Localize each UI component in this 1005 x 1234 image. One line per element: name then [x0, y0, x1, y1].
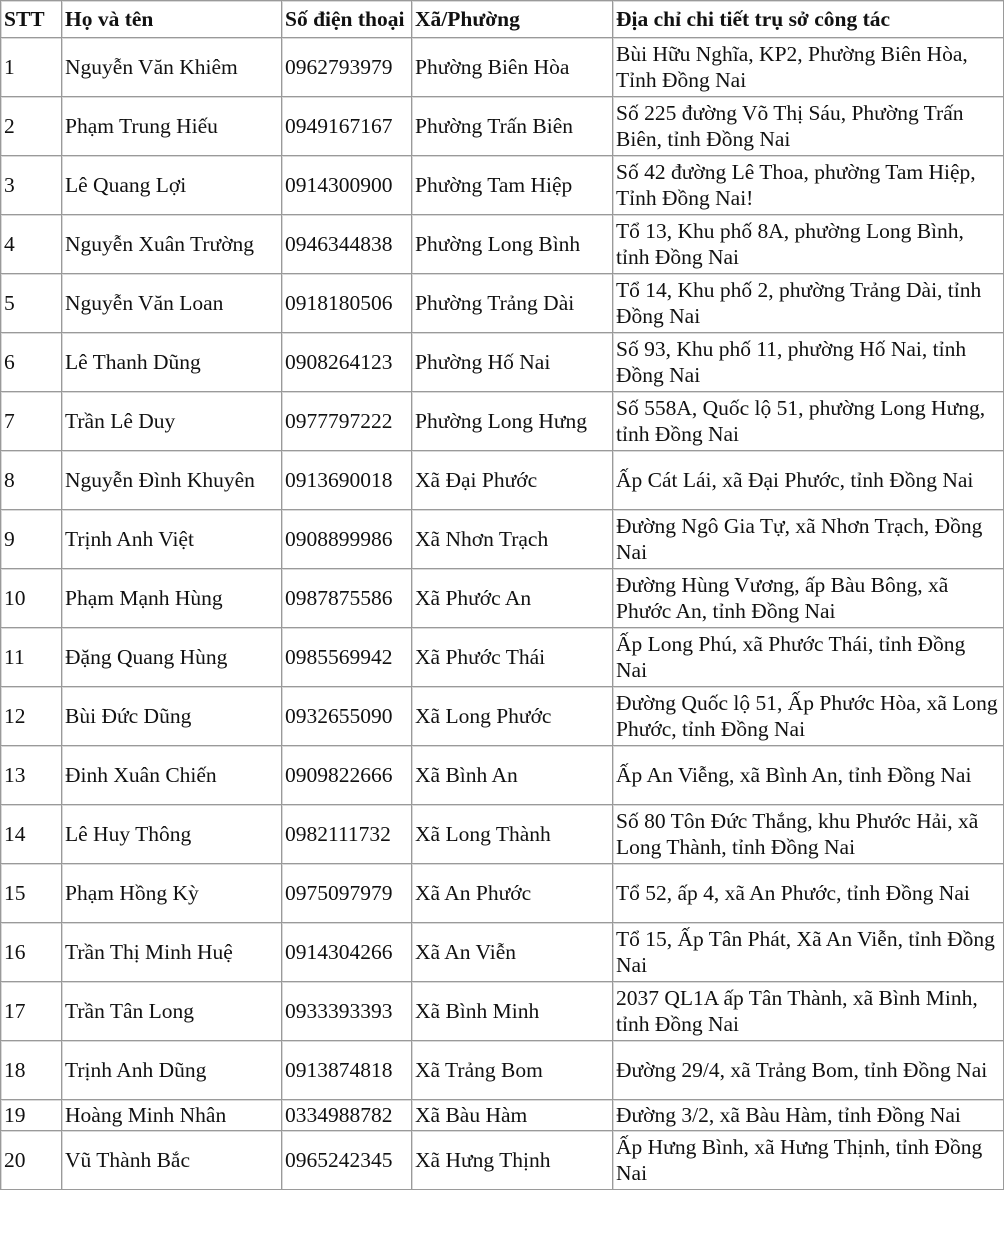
table-row — [1, 1100, 1004, 1131]
cell-address: Đường Quốc lộ 51, Ấp Phước Hòa, xã Long Phước, tỉnh Đồng Nai — [613, 687, 1004, 746]
header-phone: Số điện thoại — [282, 1, 412, 38]
cell-name: Nguyễn Đình Khuyên — [62, 451, 282, 510]
cell-phone: 0965242345 — [282, 1131, 412, 1190]
cell-phone: 0918180506 — [282, 274, 412, 333]
cell-stt: 7 — [1, 392, 62, 451]
cell-stt: 17 — [1, 982, 62, 1041]
cell-name: Phạm Trung Hiếu — [62, 97, 282, 156]
cell-name: Lê Thanh Dũng — [62, 333, 282, 392]
cell-stt: 4 — [1, 215, 62, 274]
table-row — [1, 805, 1004, 864]
cell-address: Bùi Hữu Nghĩa, KP2, Phường Biên Hòa, Tỉnh Đồng Nai — [613, 38, 1004, 97]
cell-name: Nguyễn Văn Loan — [62, 274, 282, 333]
cell-ward: Xã Nhơn Trạch — [412, 510, 613, 569]
cell-stt: 20 — [1, 1131, 62, 1190]
table-row — [1, 156, 1004, 215]
cell-ward: Xã Bình Minh — [412, 982, 613, 1041]
cell-name: Trần Tân Long — [62, 982, 282, 1041]
cell-ward: Xã Đại Phước — [412, 451, 613, 510]
cell-name: Đặng Quang Hùng — [62, 628, 282, 687]
cell-address: Tổ 14, Khu phố 2, phường Trảng Dài, tỉnh Đồng Nai — [613, 274, 1004, 333]
cell-name: Trần Lê Duy — [62, 392, 282, 451]
header-address: Địa chỉ chi tiết trụ sở công tác — [613, 1, 1004, 38]
cell-phone: 0908264123 — [282, 333, 412, 392]
cell-name: Phạm Hồng Kỳ — [62, 864, 282, 923]
cell-stt: 2 — [1, 97, 62, 156]
cell-ward: Xã Phước An — [412, 569, 613, 628]
cell-stt: 5 — [1, 274, 62, 333]
cell-stt: 19 — [1, 1100, 62, 1131]
cell-ward: Phường Long Bình — [412, 215, 613, 274]
cell-address: Ấp An Viễng, xã Bình An, tỉnh Đồng Nai — [613, 746, 1004, 805]
cell-address: Số 225 đường Võ Thị Sáu, Phường Trấn Biên, tỉnh Đồng Nai — [613, 97, 1004, 156]
table-row — [1, 38, 1004, 97]
cell-phone: 0334988782 — [282, 1100, 412, 1131]
cell-name: Trịnh Anh Việt — [62, 510, 282, 569]
table-row — [1, 274, 1004, 333]
table-row — [1, 864, 1004, 923]
cell-ward: Phường Tam Hiệp — [412, 156, 613, 215]
cell-stt: 13 — [1, 746, 62, 805]
cell-ward: Phường Hố Nai — [412, 333, 613, 392]
cell-name: Lê Quang Lợi — [62, 156, 282, 215]
cell-ward: Xã An Viễn — [412, 923, 613, 982]
cell-phone: 0913874818 — [282, 1041, 412, 1100]
cell-phone: 0977797222 — [282, 392, 412, 451]
cell-phone: 0913690018 — [282, 451, 412, 510]
cell-ward: Xã Hưng Thịnh — [412, 1131, 613, 1190]
table-row — [1, 215, 1004, 274]
cell-name: Lê Huy Thông — [62, 805, 282, 864]
cell-phone: 0914304266 — [282, 923, 412, 982]
cell-stt: 9 — [1, 510, 62, 569]
cell-address: Đường Hùng Vương, ấp Bàu Bông, xã Phước An, tỉnh Đồng Nai — [613, 569, 1004, 628]
cell-name: Hoàng Minh Nhân — [62, 1100, 282, 1131]
table-row — [1, 333, 1004, 392]
header-stt: STT — [1, 1, 62, 38]
cell-stt: 11 — [1, 628, 62, 687]
table-row — [1, 97, 1004, 156]
table-row — [1, 392, 1004, 451]
cell-phone: 0909822666 — [282, 746, 412, 805]
cell-phone: 0949167167 — [282, 97, 412, 156]
cell-phone: 0932655090 — [282, 687, 412, 746]
header-ward: Xã/Phường — [412, 1, 613, 38]
cell-ward: Xã Long Thành — [412, 805, 613, 864]
cell-stt: 14 — [1, 805, 62, 864]
cell-ward: Xã An Phước — [412, 864, 613, 923]
header-name: Họ và tên — [62, 1, 282, 38]
cell-address: Đường Ngô Gia Tự, xã Nhơn Trạch, Đồng Nai — [613, 510, 1004, 569]
cell-stt: 6 — [1, 333, 62, 392]
cell-address: Đường 3/2, xã Bàu Hàm, tỉnh Đồng Nai — [613, 1100, 1004, 1131]
table-row — [1, 982, 1004, 1041]
cell-stt: 16 — [1, 923, 62, 982]
cell-phone: 0982111732 — [282, 805, 412, 864]
cell-address: Số 80 Tôn Đức Thắng, khu Phước Hải, xã Long Thành, tỉnh Đồng Nai — [613, 805, 1004, 864]
cell-ward: Xã Bình An — [412, 746, 613, 805]
cell-phone: 0933393393 — [282, 982, 412, 1041]
cell-address: Ấp Hưng Bình, xã Hưng Thịnh, tỉnh Đồng Nai — [613, 1131, 1004, 1190]
table-row — [1, 1041, 1004, 1100]
cell-stt: 18 — [1, 1041, 62, 1100]
cell-ward: Xã Long Phước — [412, 687, 613, 746]
cell-name: Vũ Thành Bắc — [62, 1131, 282, 1190]
cell-phone: 0914300900 — [282, 156, 412, 215]
cell-address: 2037 QL1A ấp Tân Thành, xã Bình Minh, tỉnh Đồng Nai — [613, 982, 1004, 1041]
cell-phone: 0908899986 — [282, 510, 412, 569]
cell-ward: Xã Bàu Hàm — [412, 1100, 613, 1131]
cell-stt: 10 — [1, 569, 62, 628]
cell-phone: 0975097979 — [282, 864, 412, 923]
table-row — [1, 1131, 1004, 1190]
cell-name: Trần Thị Minh Huệ — [62, 923, 282, 982]
table-row — [1, 510, 1004, 569]
cell-name: Phạm Mạnh Hùng — [62, 569, 282, 628]
table-body — [1, 38, 1004, 1190]
cell-name: Trịnh Anh Dũng — [62, 1041, 282, 1100]
cell-address: Đường 29/4, xã Trảng Bom, tỉnh Đồng Nai — [613, 1041, 1004, 1100]
cell-ward: Phường Trảng Dài — [412, 274, 613, 333]
cell-stt: 8 — [1, 451, 62, 510]
cell-phone: 0962793979 — [282, 38, 412, 97]
cell-stt: 3 — [1, 156, 62, 215]
table-row — [1, 687, 1004, 746]
table-row — [1, 451, 1004, 510]
cell-address: Số 42 đường Lê Thoa, phường Tam Hiệp, Tỉnh Đồng Nai! — [613, 156, 1004, 215]
cell-ward: Phường Biên Hòa — [412, 38, 613, 97]
cell-name: Nguyễn Văn Khiêm — [62, 38, 282, 97]
cell-ward: Phường Long Hưng — [412, 392, 613, 451]
table-header-row — [1, 1, 1004, 38]
table-row — [1, 923, 1004, 982]
cell-address: Số 93, Khu phố 11, phường Hố Nai, tỉnh Đồng Nai — [613, 333, 1004, 392]
cell-phone: 0987875586 — [282, 569, 412, 628]
cell-address: Tổ 13, Khu phố 8A, phường Long Bình, tỉnh Đồng Nai — [613, 215, 1004, 274]
cell-stt: 12 — [1, 687, 62, 746]
cell-name: Nguyễn Xuân Trường — [62, 215, 282, 274]
table-row — [1, 628, 1004, 687]
cell-stt: 1 — [1, 38, 62, 97]
table-row — [1, 569, 1004, 628]
cell-stt: 15 — [1, 864, 62, 923]
cell-name: Bùi Đức Dũng — [62, 687, 282, 746]
cell-phone: 0946344838 — [282, 215, 412, 274]
cell-address: Ấp Long Phú, xã Phước Thái, tỉnh Đồng Nai — [613, 628, 1004, 687]
table-row — [1, 746, 1004, 805]
cell-address: Tổ 15, Ấp Tân Phát, Xã An Viễn, tỉnh Đồng Nai — [613, 923, 1004, 982]
cell-name: Đinh Xuân Chiến — [62, 746, 282, 805]
cell-phone: 0985569942 — [282, 628, 412, 687]
cell-address: Tổ 52, ấp 4, xã An Phước, tỉnh Đồng Nai — [613, 864, 1004, 923]
cell-ward: Phường Trấn Biên — [412, 97, 613, 156]
cell-ward: Xã Trảng Bom — [412, 1041, 613, 1100]
cell-address: Số 558A, Quốc lộ 51, phường Long Hưng, tỉnh Đồng Nai — [613, 392, 1004, 451]
cell-ward: Xã Phước Thái — [412, 628, 613, 687]
cell-address: Ấp Cát Lái, xã Đại Phước, tỉnh Đồng Nai — [613, 451, 1004, 510]
